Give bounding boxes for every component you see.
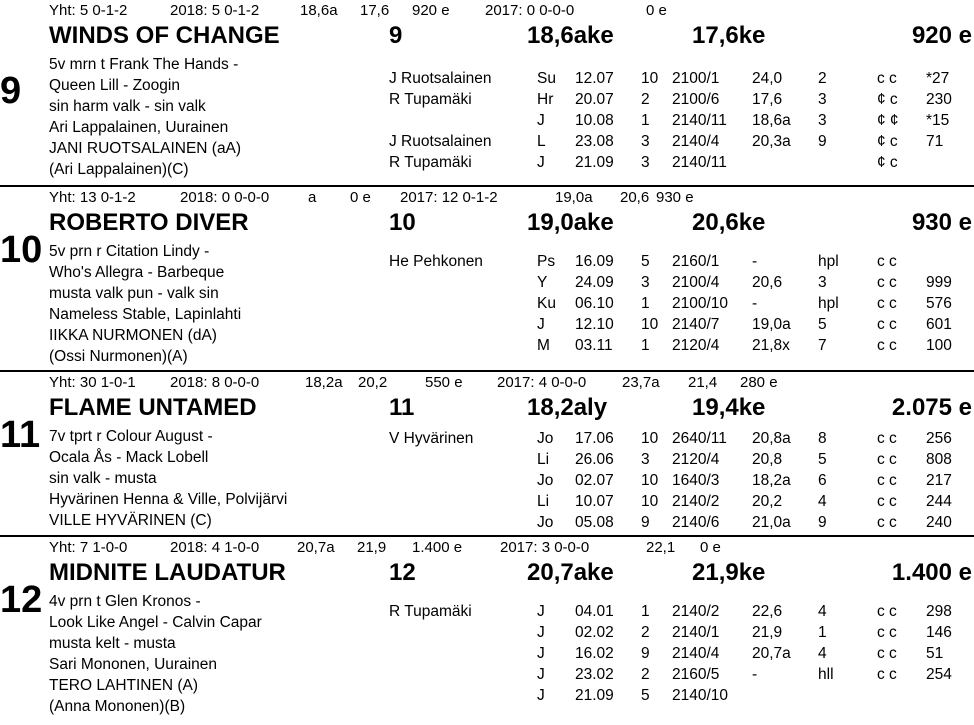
start-dist: 2140/1 (672, 624, 720, 641)
record-auto: 18,2aly (527, 394, 608, 421)
horse-info-line: (Ossi Nurmonen)(A) (49, 348, 188, 365)
career-stat: 21,4 (688, 374, 718, 391)
start-date: 20.07 (575, 91, 614, 108)
start-date: 02.02 (575, 624, 614, 641)
career-stat: Yht: 13 0-1-2 (49, 189, 136, 206)
start-shoes: c c (877, 274, 897, 291)
start-time: 21,8x (752, 337, 790, 354)
start-date: 24.09 (575, 274, 614, 291)
start-time: 19,0a (752, 316, 791, 333)
start-odds: 254 (926, 666, 952, 683)
career-stat: 550 e (425, 374, 463, 391)
record-volt: 21,9ke (692, 559, 766, 586)
start-pos: 2 (641, 666, 650, 683)
earnings: 2.075 e (891, 394, 972, 421)
start-dist: 2140/4 (672, 133, 720, 150)
horse-info-line: Ari Lappalainen, Uurainen (49, 119, 229, 136)
start-dist: 2140/6 (672, 514, 720, 531)
start-drv: R Tupamäki (389, 154, 472, 171)
start-odds: 999 (926, 274, 952, 291)
earnings: 1.400 e (891, 559, 972, 586)
horse-name: WINDS OF CHANGE (49, 22, 280, 49)
start-place: 4 (818, 493, 827, 510)
start-place: 9 (818, 133, 827, 150)
start-place: 5 (818, 451, 827, 468)
start-time: 18,6a (752, 112, 791, 129)
start-pos: 10 (641, 472, 659, 489)
start-shoes: c c (877, 295, 897, 312)
horse-entry (0, 372, 974, 557)
horse-info-line: Hyvärinen Henna & Ville, Polvijärvi (49, 491, 288, 508)
start-track: J (537, 603, 545, 620)
start-shoes: ¢ c (877, 154, 898, 171)
start-track: Jo (537, 514, 554, 531)
start-place: 4 (818, 645, 827, 662)
horse-info-line: (Anna Mononen)(B) (49, 698, 186, 715)
horse-name: ROBERTO DIVER (49, 209, 249, 236)
horse-info-line: Who's Allegra - Barbeque (49, 264, 225, 281)
start-dist: 2100/4 (672, 274, 720, 291)
career-stat: Yht: 7 1-0-0 (49, 539, 128, 556)
career-stat: 2018: 0 0-0-0 (180, 189, 270, 206)
start-pos: 3 (641, 133, 650, 150)
start-drv: He Pehkonen (389, 253, 483, 270)
start-shoes: c c (877, 514, 897, 531)
start-place: 3 (818, 274, 827, 291)
career-stat: 20,7a (297, 539, 335, 556)
start-shoes: c c (877, 624, 897, 641)
horse-info-line: sin valk - musta (49, 470, 157, 487)
start-track: Jo (537, 430, 554, 447)
start-pos: 9 (641, 514, 650, 531)
start-date: 02.07 (575, 472, 614, 489)
horse-info-line: 5v mrn t Frank The Hands - (49, 56, 239, 73)
start-shoes: c c (877, 666, 897, 683)
start-place: 4 (818, 603, 827, 620)
start-place: 3 (818, 112, 827, 129)
start-place: hpl (818, 295, 839, 312)
start-date: 21.09 (575, 687, 614, 704)
start-pos: 9 (641, 645, 650, 662)
start-shoes: c c (877, 472, 897, 489)
start-time: - (752, 295, 758, 312)
career-stat: 280 e (740, 374, 778, 391)
earnings: 930 e (911, 209, 972, 236)
start-track: J (537, 687, 545, 704)
start-date: 12.07 (575, 70, 614, 87)
start-pos: 3 (641, 274, 650, 291)
start-date: 21.09 (575, 154, 614, 171)
start-pos: 3 (641, 451, 650, 468)
start-track: Ku (537, 295, 556, 312)
horse-info-line: Look Like Angel - Calvin Capar (49, 614, 262, 631)
career-stat: 1.400 e (412, 539, 463, 556)
start-dist: 2140/10 (672, 687, 729, 704)
start-dist: 2640/11 (672, 430, 727, 447)
start-track: Li (537, 493, 550, 510)
start-odds: 230 (926, 91, 952, 108)
start-drv: J Ruotsalainen (389, 133, 492, 150)
start-pos: 3 (641, 154, 650, 171)
career-stat: 18,2a (305, 374, 343, 391)
start-date: 05.08 (575, 514, 614, 531)
start-time: 21,9 (752, 624, 783, 641)
start-track: L (537, 133, 546, 150)
start-dist: 2160/1 (672, 253, 720, 270)
start-shoes: c c (877, 70, 897, 87)
record-volt: 20,6ke (692, 209, 766, 236)
career-stat: 2018: 5 0-1-2 (170, 2, 260, 19)
start-time: 17,6 (752, 91, 783, 108)
start-shoes: ¢ ¢ (877, 112, 899, 129)
start-time: 18,2a (752, 472, 791, 489)
career-stat: 2017: 3 0-0-0 (500, 539, 590, 556)
start-track: J (537, 316, 545, 333)
horse-info-line: musta valk pun - valk sin (49, 285, 219, 302)
record-volt: 17,6ke (692, 22, 766, 49)
start-shoes: ¢ c (877, 91, 898, 108)
start-date: 10.07 (575, 493, 614, 510)
start-track: Su (537, 70, 556, 87)
horse-info-line: 7v tprt r Colour August - (49, 428, 213, 445)
start-place: 3 (818, 91, 827, 108)
start-shoes: c c (877, 493, 897, 510)
start-time: 20,3a (752, 133, 791, 150)
start-pos: 5 (641, 687, 650, 704)
start-odds: *15 (926, 112, 950, 129)
start-place: 2 (818, 70, 827, 87)
start-place: 6 (818, 472, 827, 489)
career-stat: 20,6 (620, 189, 650, 206)
start-track: J (537, 645, 545, 662)
start-date: 03.11 (575, 337, 613, 354)
start-dist: 2100/10 (672, 295, 729, 312)
start-shoes: c c (877, 430, 897, 447)
start-track: Y (537, 274, 548, 291)
start-odds: 298 (926, 603, 952, 620)
career-stat: 0 e (646, 2, 667, 19)
start-track: M (537, 337, 550, 354)
start-pos: 10 (641, 316, 659, 333)
start-shoes: ¢ c (877, 133, 898, 150)
start-odds: 256 (926, 430, 952, 447)
start-date: 26.06 (575, 451, 614, 468)
start-track: J (537, 666, 545, 683)
start-dist: 1640/3 (672, 472, 720, 489)
program-number: 9 (0, 70, 22, 112)
start-time: 20,8 (752, 451, 783, 468)
start-dist: 2160/5 (672, 666, 720, 683)
horse-entry (0, 0, 974, 185)
horse-info-line: Queen Lill - Zoogin (49, 77, 180, 94)
horse-info-line: Ocala Ås - Mack Lobell (49, 449, 209, 466)
start-date: 10.08 (575, 112, 614, 129)
start-dist: 2140/7 (672, 316, 720, 333)
start-odds: 808 (926, 451, 952, 468)
start-time: 24,0 (752, 70, 783, 87)
career-stat: 20,2 (358, 374, 388, 391)
horse-info-line: Nameless Stable, Lapinlahti (49, 306, 242, 323)
start-odds: 601 (926, 316, 952, 333)
start-date: 04.01 (575, 603, 614, 620)
record-auto: 19,0ake (527, 209, 614, 236)
horse-name: FLAME UNTAMED (49, 394, 257, 421)
start-odds: 71 (926, 133, 944, 150)
start-track: Li (537, 451, 550, 468)
start-dist: 2140/2 (672, 603, 720, 620)
horse-info-line: Sari Mononen, Uurainen (49, 656, 218, 673)
career-stat: 2017: 4 0-0-0 (497, 374, 587, 391)
career-stat: 22,1 (646, 539, 676, 556)
career-stat: Yht: 30 1-0-1 (49, 374, 136, 391)
horse-info-line: musta kelt - musta (49, 635, 176, 652)
start-track: Ps (537, 253, 556, 270)
program-number: 12 (0, 579, 43, 621)
driver-name: VILLE HYVÄRINEN (C) (49, 512, 212, 529)
start-date: 16.02 (575, 645, 614, 662)
start-date: 06.10 (575, 295, 614, 312)
start-dist: 2120/4 (672, 337, 720, 354)
start-pos: 10 (641, 70, 659, 87)
start-pos: 10 (641, 430, 659, 447)
driver-name: JANI RUOTSALAINEN (aA) (49, 140, 242, 157)
horse-info-line: (Ari Lappalainen)(C) (49, 161, 189, 178)
driver-name: IIKKA NURMONEN (dA) (49, 327, 217, 344)
start-number: 10 (389, 209, 416, 236)
start-place: 9 (818, 514, 827, 531)
start-place: hpl (818, 253, 839, 270)
career-stat: 23,7a (622, 374, 660, 391)
start-dist: 2100/6 (672, 91, 720, 108)
start-odds: 51 (926, 645, 944, 662)
start-date: 16.09 (575, 253, 614, 270)
start-date: 17.06 (575, 430, 614, 447)
start-time: - (752, 666, 758, 683)
start-number: 12 (389, 559, 416, 586)
start-odds: 217 (926, 472, 952, 489)
career-stat: Yht: 5 0-1-2 (49, 2, 128, 19)
career-stat: 17,6 (360, 2, 390, 19)
career-stat: 21,9 (357, 539, 387, 556)
start-pos: 1 (641, 337, 650, 354)
driver-name: TERO LAHTINEN (A) (49, 677, 198, 694)
start-shoes: c c (877, 253, 897, 270)
start-odds: 240 (926, 514, 952, 531)
start-track: Jo (537, 472, 554, 489)
start-date: 12.10 (575, 316, 614, 333)
record-auto: 20,7ake (527, 559, 614, 586)
start-place: 1 (818, 624, 827, 641)
start-time: 20,8a (752, 430, 791, 447)
start-date: 23.08 (575, 133, 614, 150)
start-track: J (537, 154, 545, 171)
career-stat: 930 e (656, 189, 694, 206)
career-stat: 18,6a (300, 2, 338, 19)
horse-name: MIDNITE LAUDATUR (49, 559, 286, 586)
start-dist: 2120/4 (672, 451, 720, 468)
start-dist: 2140/11 (672, 112, 727, 129)
start-dist: 2100/1 (672, 70, 720, 87)
start-pos: 1 (641, 603, 650, 620)
start-dist: 2140/2 (672, 493, 720, 510)
start-track: Hr (537, 91, 554, 108)
start-odds: 100 (926, 337, 952, 354)
start-number: 9 (389, 22, 403, 49)
record-volt: 19,4ke (692, 394, 766, 421)
start-time: - (752, 253, 758, 270)
start-odds: 146 (926, 624, 952, 641)
start-place: 5 (818, 316, 827, 333)
start-shoes: c c (877, 451, 897, 468)
career-stat: 2017: 0 0-0-0 (485, 2, 575, 19)
career-stat: 0 e (700, 539, 721, 556)
start-time: 21,0a (752, 514, 791, 531)
career-stat: 0 e (350, 189, 371, 206)
start-pos: 2 (641, 91, 650, 108)
start-odds: 576 (926, 295, 952, 312)
start-time: 22,6 (752, 603, 783, 620)
start-track: J (537, 112, 545, 129)
start-drv: J Ruotsalainen (389, 70, 492, 87)
start-pos: 5 (641, 253, 650, 270)
start-pos: 2 (641, 624, 650, 641)
career-stat: 2018: 8 0-0-0 (170, 374, 260, 391)
start-time: 20,7a (752, 645, 791, 662)
record-auto: 18,6ake (527, 22, 614, 49)
horse-info-line: sin harm valk - sin valk (49, 98, 206, 115)
start-dist: 2140/4 (672, 645, 720, 662)
start-time: 20,6 (752, 274, 783, 291)
start-drv: R Tupamäki (389, 91, 472, 108)
start-shoes: c c (877, 603, 897, 620)
start-time: 20,2 (752, 493, 783, 510)
start-drv: R Tupamäki (389, 603, 472, 620)
earnings: 920 e (911, 22, 972, 49)
program-number: 11 (0, 414, 41, 456)
career-stat: 2017: 12 0-1-2 (400, 189, 498, 206)
career-stat: 2018: 4 1-0-0 (170, 539, 260, 556)
horse-info-line: 5v prn r Citation Lindy - (49, 243, 210, 260)
start-place: 8 (818, 430, 827, 447)
start-track: J (537, 624, 545, 641)
start-odds: 244 (926, 493, 952, 510)
start-number: 11 (389, 394, 415, 421)
start-shoes: c c (877, 645, 897, 662)
start-date: 23.02 (575, 666, 614, 683)
horse-entry (0, 187, 974, 372)
start-pos: 10 (641, 493, 659, 510)
start-pos: 1 (641, 295, 650, 312)
start-drv: V Hyvärinen (389, 430, 474, 447)
start-shoes: c c (877, 316, 897, 333)
career-stat: a (308, 189, 317, 206)
start-dist: 2140/11 (672, 154, 727, 171)
start-pos: 1 (641, 112, 650, 129)
start-place: hll (818, 666, 834, 683)
career-stat: 19,0a (555, 189, 593, 206)
horse-info-line: 4v prn t Glen Kronos - (49, 593, 201, 610)
start-odds: *27 (926, 70, 950, 87)
horse-entry (0, 537, 974, 722)
career-stat: 920 e (412, 2, 450, 19)
program-number: 10 (0, 229, 43, 271)
start-place: 7 (818, 337, 827, 354)
start-shoes: c c (877, 337, 897, 354)
